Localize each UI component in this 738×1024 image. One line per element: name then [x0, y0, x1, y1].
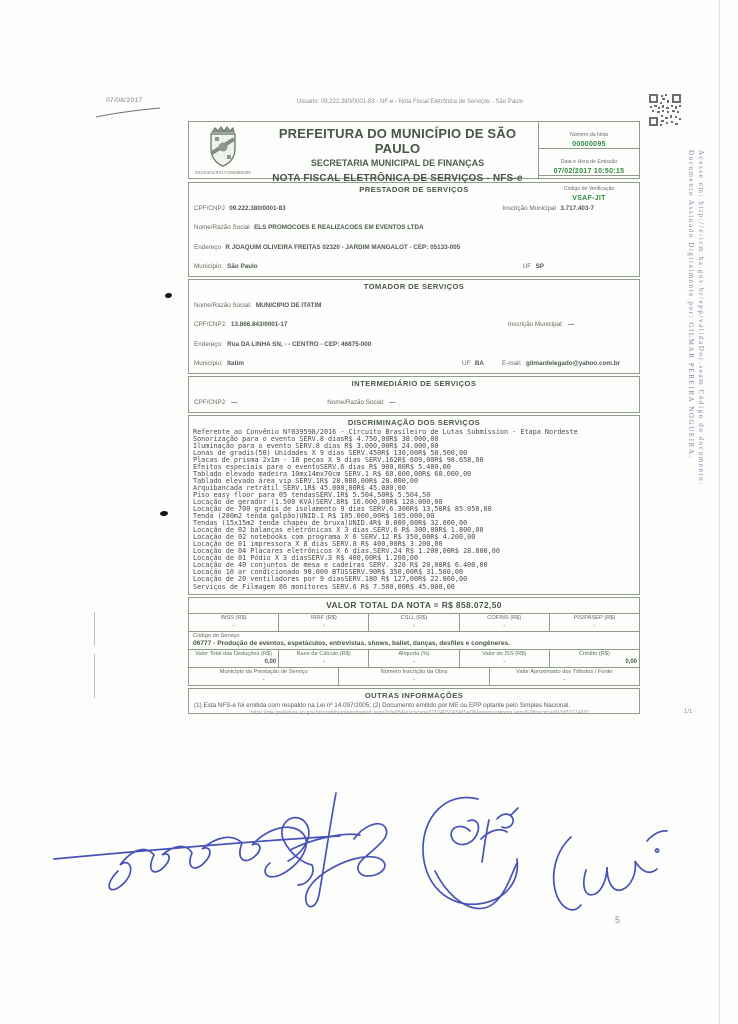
qr-code [648, 93, 682, 127]
credito-value: 0,00 [625, 658, 638, 665]
service-line: Arquibancada retrátil SERV.1R$ 45.000,00R$ 45.000,00 [193, 483, 406, 492]
outras-text: (1) Esta NFS-e foi emitida com respaldo na Lei nº 14.097/2005; (2) Documento emitido por ME ou EPP optante pelo Simples Nacional. [194, 701, 570, 709]
tomador-cpf-value: 13.866.843/0001-17 [231, 321, 288, 328]
valor-total-da-nota: VALOR TOTAL DA NOTA = R$ 858.072,50 [189, 598, 639, 614]
tomador-email-value: gilmardelegado@yahoo.com.br [526, 360, 620, 367]
tomador-endereco-label: Endereço: [194, 340, 223, 348]
codigo-verificacao [539, 176, 639, 202]
service-line: Tablado elevado madeira 10mx14mx70cm SERV.1 R$ 60.000,00R$ 60.000,00 [193, 469, 472, 478]
tax-cell-base-calculo [278, 650, 368, 667]
aliquota-label: Alíquota (%) [398, 650, 430, 657]
pispasep-label: PIS/PASEP (R$) [573, 614, 616, 621]
service-line: Serviços de Filmagem 86 monitores SERV.6 R$ 7.500,00R$ 45.000,00 [193, 582, 455, 591]
service-line: Piso easy floor para 05 tendasSERV.1R$ 5.504,50R$ 5.504,50 [193, 490, 431, 499]
signature-1 [109, 818, 313, 890]
signature-4 [554, 831, 667, 910]
prestador-im-value: 3.717.403-7 [560, 204, 594, 212]
intermediario-cpf-label: CPF/CNPJ: [194, 398, 227, 406]
service-line: Sonorização para o evento SERV.8 diasR$ 4.750,00R$ 38.000,00 [193, 434, 439, 443]
prestador-cpf-label: CPF/CNPJ [194, 204, 225, 212]
digital-signature-stamp [686, 150, 706, 580]
service-line: Locação de 40 conjuntos de mesa e cadeiras SERV. 320 R$ 20,00R$ 6.400,00 [193, 561, 488, 570]
logo-block [189, 122, 257, 178]
service-line: Tendas (15x15m2 tenda chapéu de bruxa)UNID.4R$ 8.000,00R$ 32.000,00 [193, 519, 468, 528]
service-line: Placas de prisma 2x1m - 18 peças X 9 dias SERV.162R$ 609,00R$ 98.658,00 [193, 455, 484, 464]
tributos-fonte-value: - [563, 676, 566, 683]
tomador-uf-label: UF [462, 360, 471, 367]
tomador-municipio-label: Município: [194, 360, 223, 367]
prestador-im-label: Inscrição Municipal [502, 204, 556, 212]
prestador-nome-value: ELS PROMOCOES E REALIZACOES EM EVENTOS LTDA [254, 224, 424, 231]
valor-iss-label: Valor do ISS (R$) [482, 650, 527, 657]
irrf-value: - [322, 622, 325, 629]
signatures [40, 775, 700, 945]
verificacao-value: VSAF-JIT [572, 195, 606, 202]
numero-da-nota [539, 122, 639, 149]
tomador-nome-label: Nome/Razão Social: [194, 301, 252, 309]
tax-cell-deducoes [189, 650, 278, 667]
outras-title: OUTRAS INFORMAÇÕES [364, 690, 464, 700]
signature-3 [423, 798, 518, 909]
service-line: Locação de 02 notebooks com programa X 6 SERV.12 R$ 350,00R$ 4.200,00 [193, 533, 476, 542]
service-line: Efeitos especiais para o eventoSERV.6 dias R$ 900,00R$ 5.400,00 [193, 462, 451, 471]
emissao-value: 07/02/2017 10:50:15 [553, 168, 625, 175]
scan-streak [94, 654, 95, 698]
tax-cell-credito [549, 650, 639, 667]
prestador-endereco-label: Endereço [194, 243, 221, 251]
nfse-document [188, 121, 640, 716]
tax-cell-tributos-fonte [489, 668, 639, 685]
nota-info-box [538, 122, 639, 202]
intermediario-nome-value: — [389, 398, 396, 406]
cofins-label: COFINS (R$) [487, 614, 522, 621]
service-line: Locação 10 ar condicionado 90.000 BTUSSERV.90R$ 350,00R$ 31.500,00 [193, 568, 464, 577]
prestador-title: PRESTADOR DE SERVIÇOS [359, 185, 469, 194]
tomador-email-label: E-mail: [501, 360, 522, 367]
service-line: Tablado elevado área vip SERV.1R$ 28.000,00R$ 28.000,00 [193, 476, 419, 485]
prestador-uf-label: UF [522, 263, 532, 270]
verificacao-label: Código de Verificação [563, 186, 615, 192]
prestador-municipio-label: Município: [194, 263, 223, 270]
numero-value: 00000095 [572, 141, 606, 148]
discriminacao-title: DISCRIMINAÇÃO DOS SERVIÇOS [347, 417, 481, 427]
cofins-value: - [503, 622, 506, 629]
tax-row-local [189, 668, 639, 685]
service-line: Locação de 01 impressora X 8 dias SERV.8 R$ 400,00R$ 3.200,00 [193, 540, 443, 549]
stamp-line-2: Acesse em: http://e-tcm.ba.gov.br/epp/validaDoc.seam Código do documento: [697, 150, 705, 486]
numero-label: Número da Nota [569, 132, 609, 138]
tax-cell-csll [368, 614, 458, 631]
service-line: Tenda (280m2 tenda galpão)UNID.1 R$ 105.000,00R$ 105.000,00 [193, 512, 435, 521]
section-tomador [188, 279, 640, 374]
base-calculo-label: Base de Cálculo (R$) [296, 650, 351, 657]
tax-row-iss [189, 650, 639, 668]
data-emissao [539, 149, 639, 176]
section-intermediario [188, 376, 640, 413]
scan-streak [94, 612, 95, 646]
inscricao-obra-value: - [412, 676, 415, 683]
tax-cell-irrf [278, 614, 368, 631]
tomador-endereco-value: Rua DA LINHA SN, - - CENTRO - CEP: 46875-000 [227, 340, 372, 348]
tomador-title: TOMADOR DE SERVIÇOS [363, 282, 465, 291]
header-titles [257, 122, 538, 184]
inscricao-obra-label: Número Inscrição da Obra [380, 668, 448, 675]
tributos-fonte-label: Valor Aproximado dos Tributos / Fonte [516, 668, 613, 675]
inss-label: INSS (R$) [220, 614, 247, 621]
tax-cell-cofins [459, 614, 549, 631]
tomador-uf-value: BA [474, 360, 484, 367]
service-line: Referente ao Convênio Nº039598/2016 - Circuito Brasileiro de Lutas Submission - Etapa Nordeste [193, 427, 578, 436]
deducoes-label: Valor Total das Deduções (R$) [195, 650, 273, 657]
tomador-municipio-value: Itatim [227, 360, 244, 367]
aliquota-value: - [413, 658, 415, 665]
service-line: Locação de 02 balanças eletrônicas X 3 dias.SERV.6 R$ 300,00R$ 1.800,00 [193, 526, 484, 535]
tax-cell-municipio-prestacao [189, 668, 338, 685]
service-line: Iluminação para o evento SERV.8 dias R$ 3.000,00R$ 24.000,00 [193, 441, 439, 450]
codigo-servico-value: 06777 - Produção de eventos, espetáculos, entrevistas, shows, ballet, danças, desfiles e congêneres. [193, 639, 510, 647]
page-indicator: 1/1 [684, 709, 693, 715]
deducoes-value: 0,00 [264, 658, 277, 665]
sao-paulo-coat-of-arms-icon [201, 125, 245, 169]
service-line: Locação de gerador (1.500 KVA)SERV.8R$ 16.000,00R$ 128.000,00 [193, 497, 443, 506]
tomador-im-value: — [567, 321, 574, 328]
tax-cell-inss [189, 614, 278, 631]
pispasep-value: - [593, 622, 596, 629]
base-calculo-value: - [322, 658, 325, 665]
stamp-line-1: Documento Assinado Digitalmente por: GILMAR PEREIRA NOGUEIRA. [687, 150, 695, 459]
prestador-endereco-value: R JOAQUIM OLIVEIRA FREITAS 02320 - JARDIM MANGALOT - CEP: 05133-005 [225, 243, 461, 251]
print-header-user-line: Usuário: 09.222.380/0001-83 - NF-e - Nota Fiscal Eletrônica de Serviços - São Paulo [296, 99, 524, 105]
codigo-servico-row [189, 632, 639, 650]
service-line: Lonas de gradis(50) Unidades X 9 dias SERV.450R$ 130,00R$ 58.500,00 [193, 448, 468, 457]
pencil-page-number: 5 [615, 915, 621, 925]
service-lines [189, 428, 639, 594]
print-footer-url: https://nfe.prefeitura.sp.gov.br/contribuinte/notaprint.aspx?nf=95&inscricao=37174037&SMS=08&returnurl=nota.aspx%3finscricao%3d37174037 [250, 710, 590, 716]
municipio-prestacao-label: Município da Prestação de Serviço [219, 668, 308, 675]
logo-caption: 201/0301/0917/299886085 [195, 170, 251, 175]
handwritten-date: 07/08/2017 [106, 97, 143, 104]
prestador-nome-label: Nome/Razão Social [194, 224, 250, 231]
intermediario-nome-label: Nome/Razão Social: [327, 398, 385, 406]
inss-value: - [232, 622, 235, 629]
valor-iss-value: - [503, 658, 506, 665]
prestador-municipio-value: São Paulo [227, 263, 258, 270]
intermediario-cpf-value: — [231, 398, 238, 406]
csll-label: CSLL (R$) [400, 614, 428, 621]
prestador-uf-value: SP [535, 263, 544, 270]
emissao-label: Data e Hora de Emissão [560, 159, 618, 165]
paper-edge-shadow [719, 0, 720, 1024]
section-valores [188, 597, 640, 686]
service-line: Locação de 04 Placares eletrônicos X 6 dias.SERV.24 R$ 1.200,00R$ 28.800,00 [193, 547, 500, 556]
punch-hole [165, 292, 173, 298]
punch-hole [160, 510, 169, 516]
municipio-prestacao-value: - [262, 676, 265, 683]
tax-row-federal [189, 614, 639, 632]
tax-cell-aliquota [368, 650, 458, 667]
intermediario-title: INTERMEDIÁRIO DE SERVIÇOS [351, 379, 477, 388]
service-line: Locação de 20 ventiladores por 9 diasSERV.180 R$ 127,00R$ 22.860,00 [193, 575, 468, 584]
codigo-servico-label: Código do Serviço [193, 632, 240, 639]
prestador-cpf-value: 09.222.380/0001-83 [229, 204, 286, 212]
pen-mark [94, 104, 164, 120]
credito-label: Crédito (R$) [578, 650, 610, 657]
tomador-nome-value: MUNICIPIO DE ITATIM [255, 301, 322, 309]
service-line: Locação de 700 gradis de isolamento 9 dias SERV.6.300R$ 13,50R$ 85.050,00 [193, 505, 492, 514]
document-title: PREFEITURA DO MUNICÍPIO DE SÃO PAULO [278, 126, 517, 156]
document-subtitle: SECRETARIA MUNICIPAL DE FINANÇAS [310, 158, 485, 168]
csll-value: - [413, 622, 415, 629]
section-discriminacao [188, 415, 640, 595]
tomador-im-label: Inscrição Municipal: [507, 321, 564, 328]
tax-cell-inscricao-obra [338, 668, 488, 685]
service-line: Locação de 01 Pódio X 3 diasSERV.3 R$ 400,00R$ 1.200,00 [193, 554, 419, 563]
tomador-cpf-label: CPF/CNPJ: [194, 321, 227, 328]
tax-cell-pispasep [549, 614, 639, 631]
document-type: NOTA FISCAL ELETRÔNICA DE SERVIÇOS - NFS-e [272, 173, 523, 184]
tax-cell-valor-iss [459, 650, 549, 667]
irrf-label: IRRF (R$) [310, 614, 337, 621]
